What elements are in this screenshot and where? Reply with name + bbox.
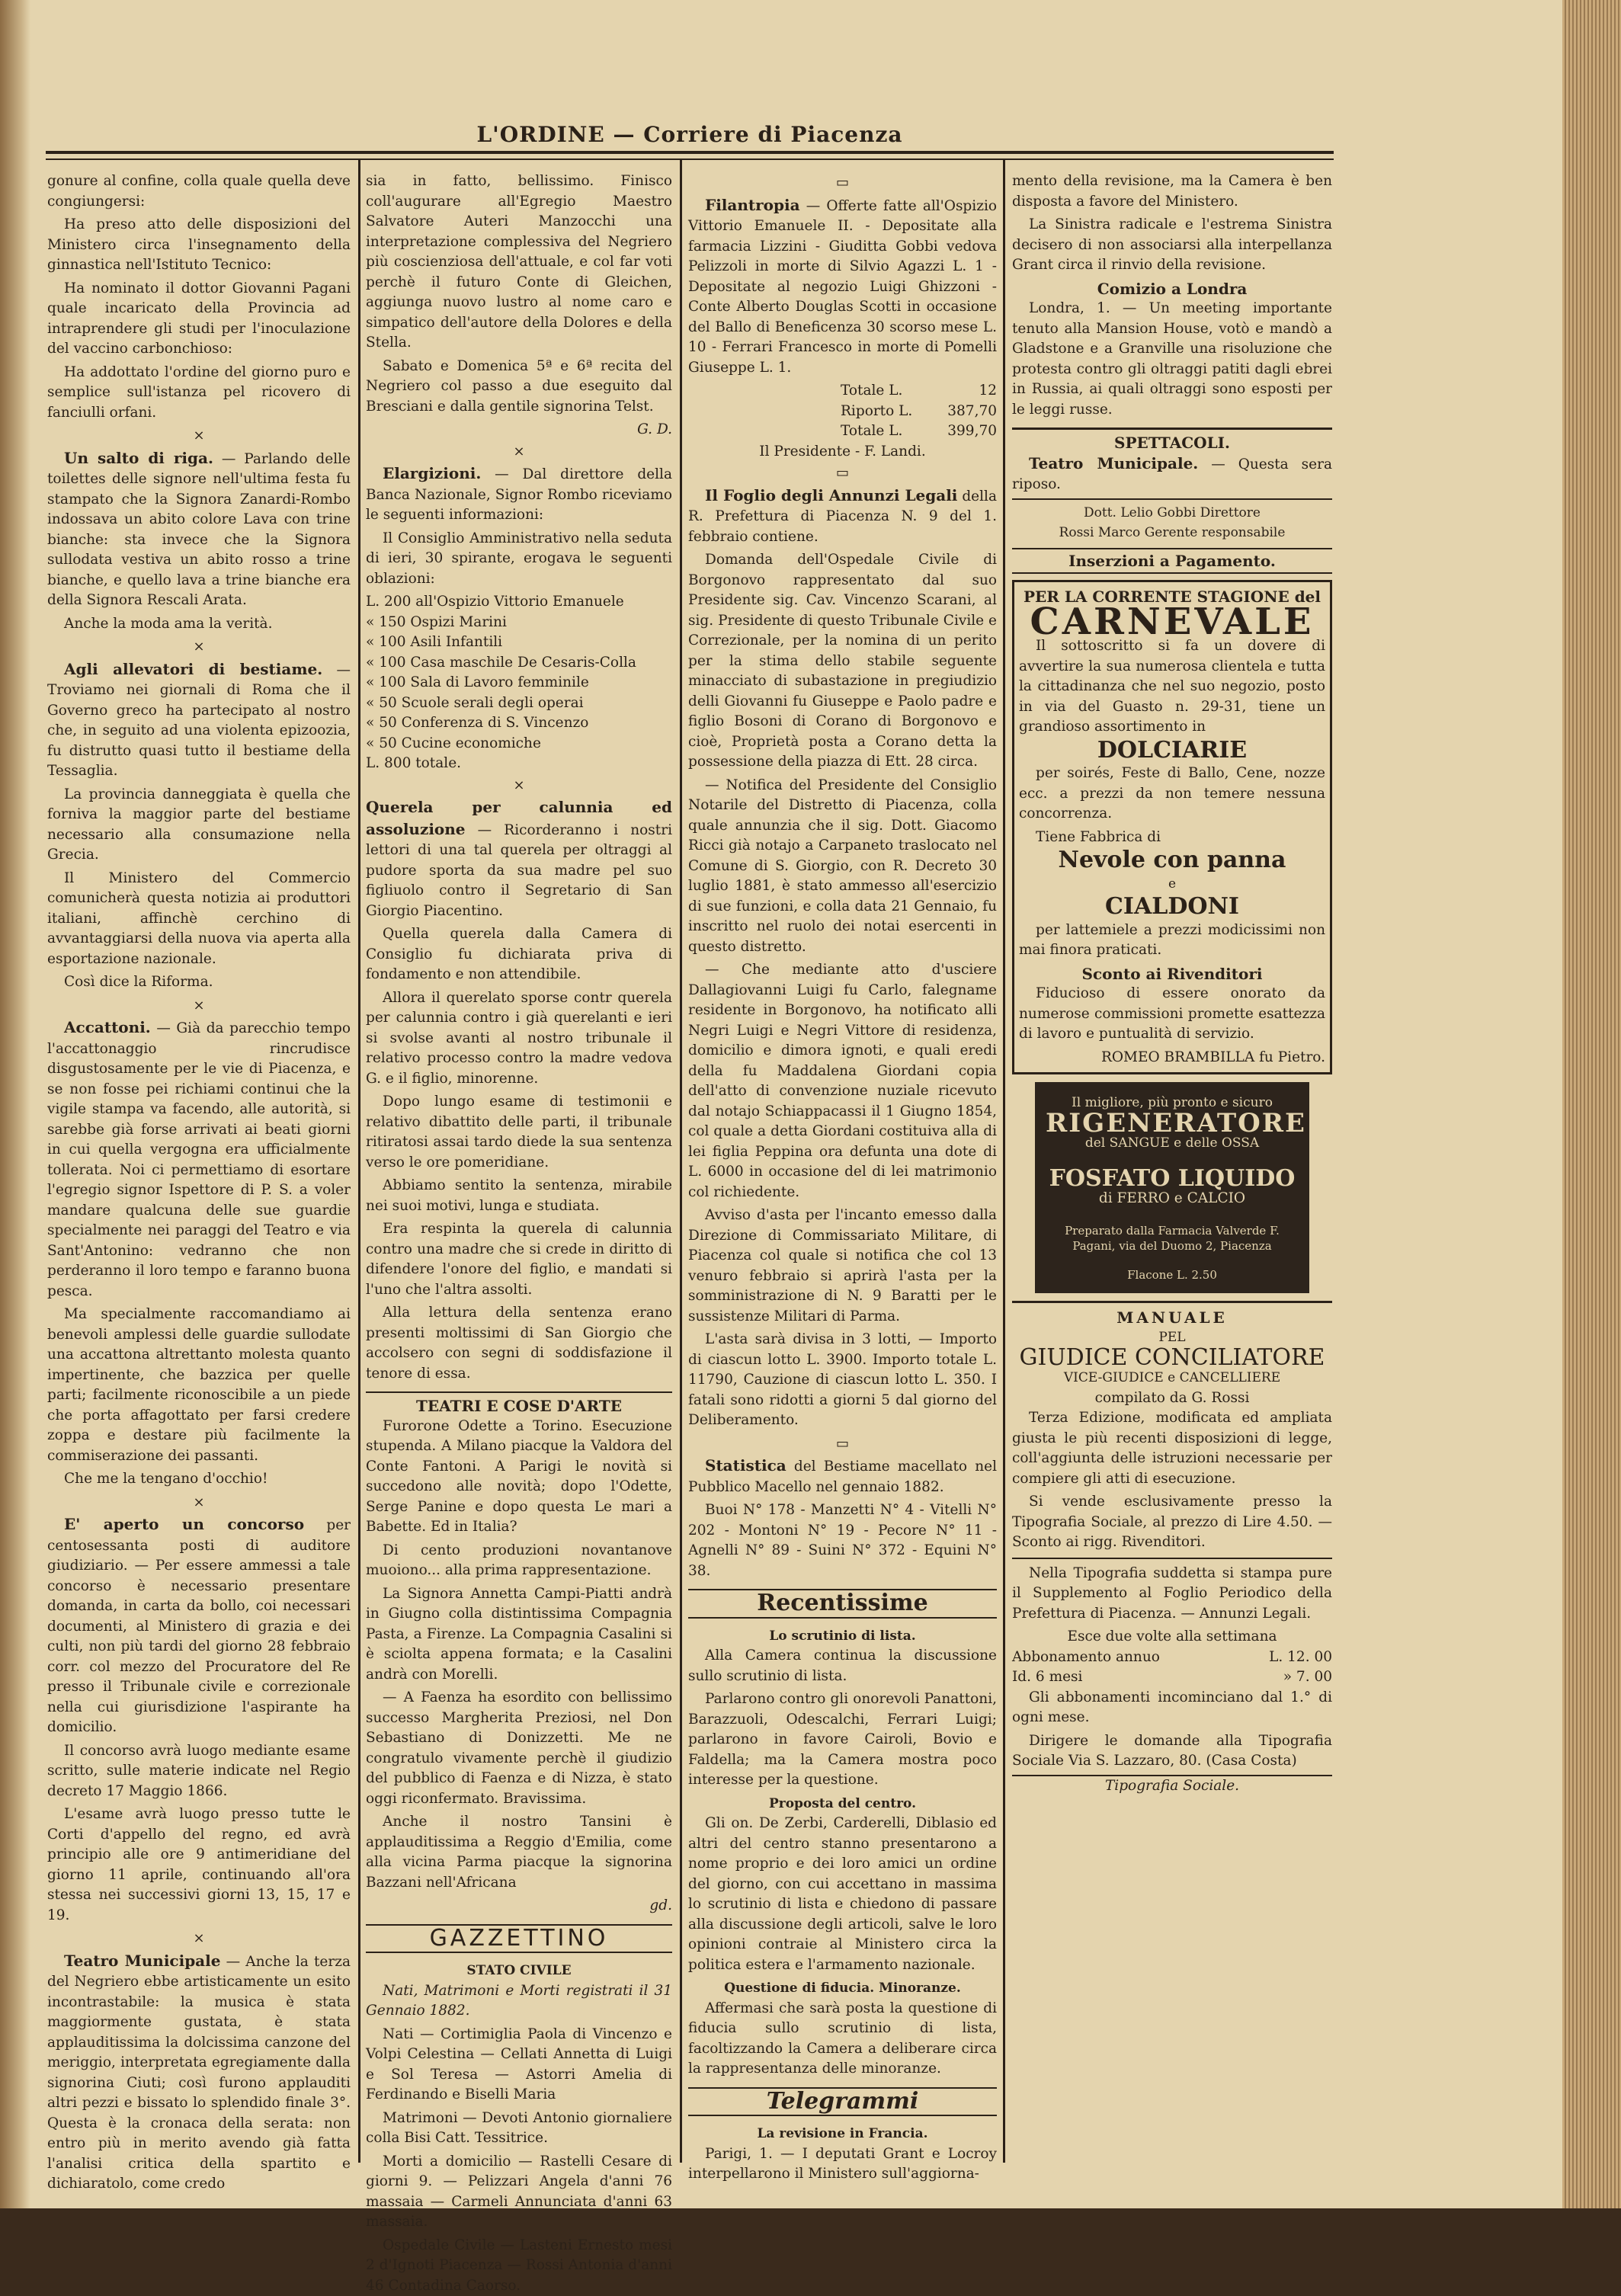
ad-product: FOSFATO LIQUIDO	[1046, 1169, 1299, 1190]
article-title: Statistica	[705, 1456, 786, 1475]
signature: Il Presidente - F. Landi.	[688, 442, 997, 463]
column-rule	[358, 160, 360, 2163]
column-3	[688, 171, 997, 2163]
subsection-title: STATO CIVILE	[366, 1961, 672, 1981]
article-text: — Troviamo nei giornali di Roma che il Governo greco ha partecipato al nostro che, in seguito ad una violenta epizoozia, fu distrutto quasi tutto il bestiame della Tessaglia.	[47, 662, 351, 780]
article-title: Teatro Municipale	[64, 1952, 220, 1970]
paragraph: Allora il querelato sporse contr querela per calunnia contro i già querelanti e ieri si svolse avanti al nostro tribunale il relativo processo contro la madre vedova G. e il figlio, minorenne.	[366, 988, 672, 1090]
paragraph: Quella querela dalla Camera di Consiglio fu dichiarata priva di fondamento e non attendibile.	[366, 924, 672, 985]
header-rule	[46, 151, 1334, 160]
section-title: GAZZETTINO	[366, 1924, 672, 1954]
ad-headline: CARNEVALE	[1019, 612, 1325, 632]
paragraph: La Sinistra radicale e l'estrema Sinistra decisero di non associarsi alla interpellanza Grant circa il rinvio della revisione.	[1012, 215, 1332, 276]
ad-headline: RIGENERATORE	[1046, 1113, 1299, 1134]
paragraph: Il Consiglio Amministrativo nella seduta di ieri, 30 spirante, erogava le seguenti oblazioni:	[366, 529, 672, 590]
paragraph: Furorone Odette a Torino. Esecuzione stupenda. A Milano piacque la Valdora del Conte Fantoni. A Parigi le novità si succedono alle novità; dopo l'Odette, Serge Panine e dopo questa Le mari a Babette. Ed in Italia?	[366, 1417, 672, 1538]
list-item: « 50 Scuole serali degli operai	[366, 693, 672, 714]
paragraph: Morti a domicilio — Rastelli Cesare di giorni 9. — Pelizzari Angela d'anni 76 massaia — Carmeli Annunciata d'anni 63 massaia.	[366, 2152, 672, 2233]
paragraph: Anche la moda ama la verità.	[47, 614, 351, 635]
ad-heading: MANUALE	[1012, 1308, 1332, 1328]
ad-subline: VICE-GIUDICE e CANCELLIERE	[1012, 1368, 1332, 1388]
article-title: Elargizioni.	[383, 464, 481, 482]
donation-list	[366, 592, 672, 774]
paragraph: gonure al confine, colla quale quella deve congiungersi:	[47, 171, 351, 212]
price-value: » 7. 00	[1283, 1667, 1332, 1688]
ad-subheading: Sconto ai Rivenditori	[1019, 964, 1325, 985]
paragraph: Esce due volte alla settimana	[1012, 1627, 1332, 1648]
paragraph: La provincia danneggiata è quella che forniva la maggior parte del bestiame necessario alla consumazione nella Grecia.	[47, 785, 351, 866]
paragraph: Terza Edizione, modificata ed ampliata giusta le più recenti disposizioni di legge, coll'aggiunta delle istruzioni necessarie per compiere gli atti di esecuzione.	[1012, 1408, 1332, 1489]
list-item: L. 200 all'Ospizio Vittorio Emanuele	[366, 592, 672, 613]
ad-author: compilato da G. Rossi	[1012, 1388, 1332, 1409]
total-label: Totale L.	[841, 381, 902, 402]
paragraph: Fiducioso di essere onorato da numerose commissioni promette esattezza di lavoro e puntualità di servizio.	[1019, 984, 1325, 1045]
paragraph: Sabato e Domenica 5ª e 6ª recita del Negriero col passo a due eseguito dal Bresciani e dalla gentile signorina Telst.	[366, 357, 672, 418]
article-title: Agli allevatori di bestiame.	[64, 660, 322, 678]
paragraph: Il sottoscritto si fa un dovere di avvertire la sua numerosa clientela e tutta la cittadinanza che nel suo negozio, posto in via del Guasto n. 29-31, tiene un grandioso assortimento in	[1019, 636, 1325, 738]
separator-mark: ×	[366, 776, 672, 796]
ad-product: Nevole con panna	[1019, 850, 1325, 871]
article-text: — Dal direttore della Banca Nazionale, Signor Rombo riceviamo le seguenti informazioni:	[366, 466, 672, 523]
paragraph: Ma specialmente raccomandiamo ai benevoli amplessi delle guardie sullodate una accattona altrettanto molesta quanto impertinente, che bazzica per quelle parti; facilmente riconoscibile a un piede che porta affagottato per farsi credere zoppa e destare più facilmente la commiserazione dei passanti.	[47, 1305, 351, 1466]
list-item: « 50 Conferenza di S. Vincenzo	[366, 713, 672, 734]
section-title: Telegrammi	[688, 2087, 997, 2117]
price-label: Id. 6 mesi	[1012, 1667, 1082, 1688]
total-label: Riporto L.	[841, 402, 912, 422]
paragraph: Il concorso avrà luogo mediante esame scritto, sulle materie indicate nel Regio decreto 17 Maggio 1866.	[47, 1741, 351, 1802]
separator-mark: ▭	[688, 1434, 997, 1455]
paragraph: Buoi N° 178 - Manzetti N° 4 - Vitelli N° 202 - Montoni N° 19 - Pecore N° 11 - Agnelli N° 89 - Suini N° 372 - Equini N° 38.	[688, 1500, 997, 1581]
separator-mark: ▭	[688, 173, 997, 194]
book-page-edges	[1562, 0, 1621, 2208]
list-item: « 150 Ospizi Marini	[366, 613, 672, 633]
paragraph: sia in fatto, bellissimo. Finisco coll'augurare all'Egregio Maestro Salvatore Auteri Manzocchi una interpretazione complessiva del Negriero più coscienziosa dell'attuale, e col far voti perchè il futuro Conte di Gleichen, aggiunga nuovo lustro al nome caro e simpatico dell'autore della Dolores e della Stella.	[366, 171, 672, 354]
article-title: E' aperto un concorso	[64, 1515, 304, 1533]
separator-mark: ×	[366, 442, 672, 463]
paragraph: Di cento produzioni novantanove muoiono... alla prima rappresentazione.	[366, 1541, 672, 1581]
paragraph: Era respinta la querela di calunnia contro una madre che si crede in diritto di difendere l'onore del figlio, e mandati si l'uno che l'altra assolti.	[366, 1219, 672, 1300]
paragraph: Gli abbonamenti incominciano dal 1.° di ogni mese.	[1012, 1688, 1332, 1728]
section-title: Inserzioni a Pagamento.	[1012, 548, 1332, 575]
ad-product-sub: di FERRO e CALCIO	[1046, 1189, 1299, 1209]
director-line: Dott. Lelio Gobbi Direttore	[1012, 498, 1332, 524]
subsection-title: La revisione in Francia.	[688, 2124, 997, 2144]
article-text: della R. Prefettura di Piacenza N. 9 del 1. febbraio contiene.	[688, 488, 997, 545]
article-text: — Offerte fatte all'Ospizio Vittorio Emanuele II. - Depositate alla farmacia Lizzini - Giuditta Gobbi vedova Pelizzoli in morte di Silvio Agazzi L. 1 - Depositate al negozio Luigi Ghizzoni - Conte Alberto Douglas Scotti in occasione del Ballo di Beneficenza 30 scorso mese L. 10 - Ferrari Francesco in morte di Pomelli Giuseppe L. 1.	[688, 198, 997, 376]
separator-mark: ×	[47, 996, 351, 1017]
article-text: — Ricorderanno i nostri lettori di una tal querela per oltraggi al pudore sporta da sua madre pel suo figliuolo contro il Segretario di San Giorgio Piacentino.	[366, 822, 672, 919]
paragraph: Il Ministero del Commercio comunicherà questa notizia ai produttori italiani, affinchè cerchino di avvantaggiarsi della nuova via aperta alla esportazione nazionale.	[47, 869, 351, 970]
paragraph: Dopo lungo esame di testimonii e relativo dibattito delle parti, il tribunale ritiratosi assai tardo diede la sua sentenza verso le ore pomeridiane.	[366, 1092, 672, 1173]
list-item: « 100 Asili Infantili	[366, 632, 672, 653]
paragraph: Si vende esclusivamente presso la Tipografia Sociale, al prezzo di Lire 4.50. — Sconto ai rigg. Rivenditori.	[1012, 1492, 1332, 1553]
paragraph: Londra, 1. — Un meeting importante tenuto alla Mansion House, votò e mandò a Gladstone e a Granville una risoluzione che protesta contro gli oltraggi patiti dagli ebrei in Russia, ai quali oltraggi sono esposti per le leggi russe.	[1012, 299, 1332, 420]
paragraph: Parlarono contro gli onorevoli Panattoni, Barazzuoli, Odescalchi, Ferrari Luigi; parlarono in favore Cairoli, Bovio e Faldella; ma la Camera mostra poco interesse per la questione.	[688, 1689, 997, 1791]
paragraph: Nella Tipografia suddetta si stampa pure il Supplemento al Foglio Periodico della Prefettura di Piacenza. — Annunzi Legali.	[1012, 1564, 1332, 1625]
paragraph: Abbiamo sentito la sentenza, mirabile nei suoi motivi, lunga e studiata.	[366, 1176, 672, 1216]
paragraph: Nati — Cortimiglia Paola di Vincenzo e Volpi Celestina — Cellati Annetta di Luigi e Sol Teresa — Astorri Amelia di Ferdinando e Biselli Maria	[366, 2025, 672, 2105]
paragraph: Gli on. De Zerbi, Carderelli, Diblasio ed altri del centro stanno presentarono a nome proprio e dei loro amici un ordine del giorno, con cui accettano in massima lo scrutinio di lista e chiedono di passare alla discussione degli articoli, salve le loro opinioni contraie al Ministero circa la politica estera e l'armamento nazionale.	[688, 1814, 997, 1975]
column-1	[47, 171, 351, 2163]
article-title: Un salto di riga.	[64, 449, 213, 467]
masthead: L'ORDINE — Corriere di Piacenza	[46, 122, 1334, 147]
printer-credit: Tipografia Sociale.	[1012, 1775, 1332, 1797]
paragraph: Che me la tengano d'occhio!	[47, 1469, 351, 1490]
separator-mark: ×	[47, 426, 351, 447]
ad-tagline: Il migliore, più pronto e sicuro	[1046, 1093, 1299, 1113]
section-title: TEATRI E COSE D'ARTE	[366, 1391, 672, 1417]
article-title: Comizio a Londra	[1012, 279, 1332, 299]
article-title: Accattoni.	[64, 1018, 151, 1036]
total-value: 12	[979, 381, 997, 402]
signature: gd.	[366, 1896, 672, 1917]
separator-mark: ×	[47, 1929, 351, 1949]
section-title: SPETTACOLI.	[1012, 427, 1332, 453]
ad-headline: GIUDICE CONCILIATORE	[1012, 1348, 1332, 1369]
total-label: Totale L.	[841, 421, 902, 442]
totals-block	[688, 381, 997, 442]
supplement-notice	[1012, 1558, 1332, 1797]
paragraph: La Signora Annetta Campi-Piatti andrà in Giugno colla distintissima Compagnia Pasta, a Firenze. La Compagnia Casalini si è sciolta appena formata; e la Casalini andrà con Morelli.	[366, 1584, 672, 1686]
paragraph: Tiene Fabbrica di	[1019, 828, 1325, 848]
article-text: — Già da parecchio tempo l'accattonaggio rincrudisce disgustosamente per le vie di Piacenza, e se non fosse pei richiami continui che la vigile stampa va facendo, alle autorità, si sarebbe già forse arrivati ai beati giorni in cui quella vergogna era ufficialmente tollerata. Noi ci permettiamo di esortare l'egregio signor Ispettore di P. S. a voler mandare qualcuna delle sue guardie specialmente nei paraggi del Teatro e via Sant'Antonino: vedranno che non perderanno il loro tempo e faranno buona pesca.	[47, 1020, 351, 1299]
paragraph: Dirigere le domande alla Tipografia Sociale Via S. Lazzaro, 80. (Casa Costa)	[1012, 1731, 1332, 1772]
paragraph: Ha addottato l'ordine del giorno puro e semplice sull'istanza pel ricovero di fanciulli orfani.	[47, 363, 351, 424]
paragraph: Alla lettura della sentenza erano presenti moltissimi di San Giorgio che accolsero con segni di soddisfazione il tenore di essa.	[366, 1303, 672, 1384]
list-item: « 50 Cucine economiche	[366, 734, 672, 754]
ad-heading: PER LA CORRENTE STAGIONE del	[1019, 587, 1325, 607]
article-text: del Bestiame macellato nel Pubblico Macello nel gennaio 1882.	[688, 1459, 997, 1495]
column-rule	[680, 160, 682, 2163]
paragraph: — Che mediante atto d'usciere Dallagiovanni Luigi fu Carlo, falegname residente in Borgonovo, ha notificato alli Negri Luigi e Negri Vittore di residenza, domicilio e dimora ignoti, e quali eredi della fu Maddalena Giordani copia dell'atto di convenzione nuziale ricevuto dal notajo Schiappacassi il 1 Giugno 1854, col quale a detta Giordani costituiva alla di lei figlia Peppina ora defunta una dote di L. 6000 in occasione del di lei matrimonio col richiedente.	[688, 960, 997, 1202]
price-value: L. 12. 00	[1269, 1648, 1332, 1668]
column-2	[366, 171, 672, 2163]
ad-product: CIALDONI	[1019, 897, 1325, 917]
paragraph: Avviso d'asta per l'incanto emesso dalla Direzione di Commissariato Militare, di Piacenza col quale si notifica che col 13 venuro febbraio si aprirà l'asta per la somministrazione di N. 9 Baratti per le sussistenze Militari di Parma.	[688, 1206, 997, 1327]
paragraph: Nati, Matrimoni e Morti registrati il 31 Gennaio 1882.	[366, 1981, 672, 2022]
paragraph: Domanda dell'Ospedale Civile di Borgonovo rappresentato dal suo Presidente sig. Cav. Vincenzo Scarani, al sig. Presidente di questo Tribunale Civile e Correzionale, per la nomina di un perito per la stima dello stabile seguente minacciato di subastazione in pregiudizio delli Giovanni fu Giuseppe e Paolo padre e figlio Bosoni di Corano di Borgonovo e cioè, Proprietà posta a Corano detta la possessione della piazza di Ett. 28 circa.	[688, 550, 997, 773]
page-binding	[0, 0, 30, 2208]
article-text: per centosessanta posti di auditore giudiziario. — Per essere ammessi a tale concorso è necessario presentare domanda, in carta da bollo, coi necessari documenti, al Ministero di grazia e dei culti, non più tardi del giorno 28 febbraio corr. col mezzo del Procuratore del Re presso il Tribunale civile e correzionale nella cui giurisdizione l'aspirante ha domicilio.	[47, 1517, 351, 1735]
article-text: — Anche la terza del Negriero ebbe artisticamente un esito incontrastabile: la musica è stata maggiormente gustata, è stata applauditissima la dolcissima canzone del meriggio, interpretata egregiamente dalla signorina Ciuti; così furono applauditi altri pezzi e bissato lo splendido finale 3°. Questa è la cronaca della serata: non entro più in merito avendo già fatta l'analisi critica della spartito e dichiaratolo, come credo	[47, 1954, 351, 2192]
paragraph: Così dice la Riforma.	[47, 972, 351, 993]
paragraph: Alla Camera continua la discussione sullo scrutinio di lista.	[688, 1646, 997, 1686]
subsection-title: Proposta del centro.	[688, 1794, 997, 1814]
advertisement-manuale	[1012, 1301, 1332, 1553]
separator-mark: ×	[47, 1493, 351, 1513]
paragraph: L'esame avrà luogo presso tutte le Corti d'appello del regno, ed avrà principio alle ore 9 antimeridiane del giorno 11 aprile, continuando all'ora stessa nei successivi giorni 13, 15, 17 e 19.	[47, 1804, 351, 1926]
article-title: Teatro Municipale.	[1029, 454, 1198, 472]
ad-subline: del SANGUE e delle OSSA	[1046, 1133, 1299, 1154]
paragraph: Matrimoni — Devoti Antonio giornaliere colla Bisi Catt. Tessitrice.	[366, 2109, 672, 2149]
ad-conjunction: PEL	[1012, 1327, 1332, 1348]
list-item: « 100 Casa maschile De Cesaris-Colla	[366, 653, 672, 674]
separator-mark: ×	[47, 637, 351, 658]
paragraph: per soirés, Feste di Ballo, Cene, nozze ecc. a prezzi da non temere nessuna concorrenza.	[1019, 764, 1325, 825]
subsection-title: Questione di fiducia. Minoranze.	[688, 1978, 997, 1999]
advertisement-rigeneratore	[1035, 1082, 1309, 1293]
article-text: — Parlando delle toilettes delle signore nell'ultima festa fu stampato che la Signora Zanardi-Rombo indossava un abito colore Lava con trine bianche: sta invece che la Signora sullodata vestiva un abito rosso a trine bianche, e quello lava a trine bianche era della Signora Rescali Arata.	[47, 451, 351, 609]
column-rule	[1003, 160, 1005, 2163]
price-label: Abbonamento annuo	[1012, 1648, 1160, 1668]
ad-signature: ROMEO BRAMBILLA fu Pietro.	[1019, 1048, 1325, 1068]
paragraph: mento della revisione, ma la Camera è ben disposta a favore del Ministero.	[1012, 171, 1332, 212]
advertisement-brambilla	[1012, 580, 1332, 1074]
ad-conjunction: e	[1019, 874, 1325, 895]
column-4	[1012, 171, 1332, 2163]
ad-product: DOLCIARIE	[1019, 741, 1325, 761]
paragraph: L'asta sarà divisa in 3 lotti, — Importo di ciascun lotto L. 3900. Importo totale L. 11790, Cauzione di ciascun lotto L. 350. I fatali sono ridotti a giorni 5 dal giorno del Deliberamento.	[688, 1330, 997, 1431]
paragraph: Ha preso atto delle disposizioni del Ministero circa l'insegnamento della ginnastica nell'Istituto Tecnico:	[47, 215, 351, 276]
separator-mark: ▭	[688, 463, 997, 484]
list-item: « 100 Sala di Lavoro femminile	[366, 673, 672, 693]
ad-footer: Preparato dalla Farmacia Valverde F. Pagani, via del Duomo 2, Piacenza	[1046, 1223, 1299, 1254]
signature: G. D.	[366, 420, 672, 440]
article-text: — Questa sera riposo.	[1012, 456, 1332, 493]
paragraph: Anche il nostro Tansini è applauditissima a Reggio d'Emilia, come alla vicina Parma piacque la signorina Bazzani nell'Africana	[366, 1812, 672, 1893]
paragraph: Ha nominato il dottor Giovanni Pagani quale incaricato della Provincia ad intraprendere gli studi per l'inoculazione del vaccino carbonchioso:	[47, 279, 351, 360]
paragraph: Affermasi che sarà posta la questione di fiducia sullo scrutinio di lista, facoltizzando la Camera a deliberare circa la rappresentanza delle minoranze.	[688, 1999, 997, 2080]
article-title: Filantropia	[705, 196, 800, 214]
subsection-title: Lo scrutinio di lista.	[688, 1626, 997, 1647]
section-title: Recentissime	[688, 1589, 997, 1619]
paragraph: per lattemiele a prezzi modicissimi non mai finora praticati.	[1019, 921, 1325, 961]
total-value: 387,70	[947, 402, 997, 422]
total-value: 399,70	[947, 421, 997, 442]
article-title: Querela per calunnia ed assoluzione	[366, 798, 672, 838]
paragraph: Parigi, 1. — I deputati Grant e Locroy interpellarono il Ministero sull'aggiorna-	[688, 2144, 997, 2185]
list-total: L. 800 totale.	[366, 754, 672, 774]
manager-line: Rossi Marco Gerente responsabile	[1012, 523, 1332, 543]
ad-price: Flacone L. 2.50	[1046, 1267, 1299, 1282]
paragraph: — A Faenza ha esordito con bellissimo successo Margherita Preziosi, nel Don Sebastiano di Donizzetti. Me ne congratulo vivamente perchè il giudizio del pubblico di Faenza e di Nizza, è stato oggi riconfermato. Bravissima.	[366, 1688, 672, 1809]
article-title: Il Foglio degli Annunzi Legali	[705, 486, 957, 504]
paragraph: — Notifica del Presidente del Consiglio Notarile del Distretto di Piacenza, colla quale annunzia che il sig. Dott. Giacomo Ricci già notajo a Carpaneto traslocato nel Comune di S. Giorgio, con R. Decreto 30 luglio 1881, è stato ammesso all'esercizio di sue funzioni, e colla data 21 Gennaio, fu inscritto nel ruolo dei notai esercenti in questo distretto.	[688, 776, 997, 958]
paragraph: Ospedale Civile — Lasteni Ernesto mesi 2 d'Ignoti Piacenza — Rossi Antonia d'anni 46 Contadina Caorso.	[366, 2236, 672, 2296]
